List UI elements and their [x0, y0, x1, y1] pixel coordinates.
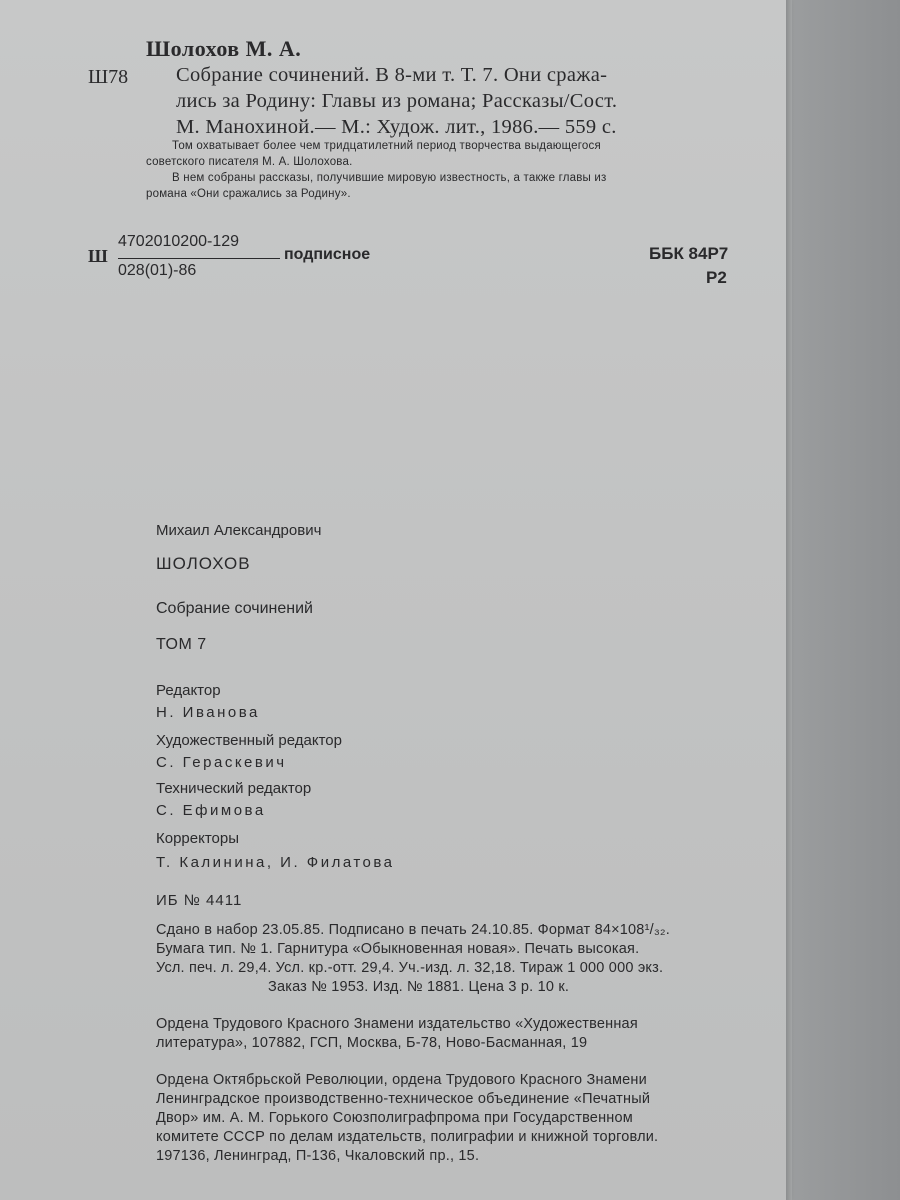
page-edge: [786, 0, 792, 1200]
catalog-call-number: Ш78: [88, 66, 129, 88]
printer-line: комитете СССР по делам издательств, полиграфии и книжной торговли.: [156, 1129, 659, 1145]
index-denominator: 028(01)-86: [118, 262, 197, 279]
proofreaders-names: Т. Калинина, И. Филатова: [156, 854, 395, 871]
index-fraction-line: [118, 258, 280, 259]
art-editor-label: Художественный редактор: [156, 732, 342, 749]
proofreaders-label: Корректоры: [156, 830, 240, 847]
catalog-annotation-line: советского писателя М. А. Шолохова.: [146, 156, 353, 168]
catalog-bibliographic-line: М. Манохиной.— М.: Худож. лит., 1986.— 559 с.: [176, 116, 617, 138]
catalog-bibliographic-line: Собрание сочинений. В 8-ми т. Т. 7. Они сража-: [176, 64, 608, 86]
print-details-line: Сдано в набор 23.05.85. Подписано в печать 24.10.85. Формат 84×108¹/₃₂.: [156, 922, 670, 938]
printer-line: Двор» им. А. М. Горького Союзполиграфпрома при Государственном: [156, 1110, 633, 1126]
ib-number: ИБ № 4411: [156, 892, 243, 909]
catalog-bibliographic-line: лись за Родину: Главы из романа; Рассказы/Сост.: [176, 90, 618, 112]
catalog-author-heading: Шолохов М. А.: [146, 36, 302, 61]
publisher-line: литература», 107882, ГСП, Москва, Б-78, Ново-Басманная, 19: [156, 1035, 588, 1051]
print-details-line: Усл. печ. л. 29,4. Усл. кр.-отт. 29,4. Уч.-изд. л. 32,18. Тираж 1 000 000 экз.: [156, 960, 664, 976]
catalog-annotation-line: Том охватывает более чем тридцатилетний период творчества выдающегося: [172, 140, 601, 152]
imprint-author-first-name: Михаил Александрович: [156, 522, 322, 539]
catalog-annotation-line: романа «Они сражались за Родину».: [146, 188, 351, 200]
printer-line: Ордена Октябрьской Революции, ордена Трудового Красного Знамени: [156, 1072, 647, 1088]
editor-label: Редактор: [156, 682, 221, 699]
art-editor-name: С. Гераскевич: [156, 754, 287, 771]
imprint-author-last-name: ШОЛОХОВ: [156, 554, 251, 573]
bbk-code-secondary: Р2: [706, 268, 727, 287]
publisher-line: Ордена Трудового Красного Знамени издательство «Художественная: [156, 1016, 638, 1032]
print-details-line: Бумага тип. № 1. Гарнитура «Обыкновенная новая». Печать высокая.: [156, 941, 640, 957]
tech-editor-name: С. Ефимова: [156, 802, 266, 819]
editor-name: Н. Иванова: [156, 704, 260, 721]
print-details-line: Заказ № 1953. Изд. № 1881. Цена 3 р. 10 к.: [268, 979, 570, 995]
subscription-label: подписное: [284, 246, 371, 263]
printer-line: Ленинградское производственно-техническое объединение «Печатный: [156, 1091, 651, 1107]
imprint-volume: ТОМ 7: [156, 636, 207, 653]
imprint-collection-title: Собрание сочинений: [156, 600, 313, 617]
printer-line: 197136, Ленинград, П-136, Чкаловский пр., 15.: [156, 1148, 480, 1164]
catalog-annotation-line: В нем собраны рассказы, получившие мировую известность, а также главы из: [172, 172, 607, 184]
tech-editor-label: Технический редактор: [156, 780, 312, 797]
index-letter: Ш: [88, 246, 108, 266]
index-numerator: 4702010200-129: [118, 233, 240, 250]
bbk-code: ББК 84Р7: [649, 244, 729, 263]
